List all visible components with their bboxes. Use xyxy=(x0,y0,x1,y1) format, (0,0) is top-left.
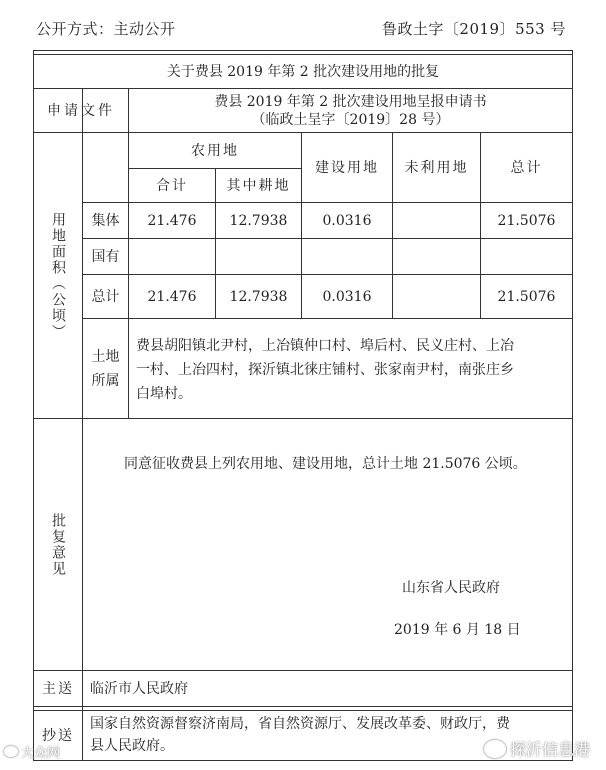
opinion-label: 批复意见 xyxy=(50,512,66,577)
collective-arable: 12.7938 xyxy=(229,212,288,229)
main-recipient-label: 主送 xyxy=(42,680,74,697)
collective-unused xyxy=(393,203,480,238)
grand-unused xyxy=(393,275,480,318)
application-line-2: （临政土呈字〔2019〕28 号） xyxy=(251,111,450,128)
state-arable xyxy=(216,239,301,274)
opinion-text: 同意征收费县上列农用地、建设用地，总计土地 21.5076 公顷。 xyxy=(124,456,527,472)
watermark-left-text: 大众网 xyxy=(21,746,61,761)
ownership-line-1: 费县胡阳镇北尹村，上冶镇仲口村、埠后村、民义庄村、上冶 xyxy=(136,338,514,354)
row-label-collective: 集体 xyxy=(91,212,120,229)
watermark-right xyxy=(484,737,590,760)
state-total xyxy=(481,239,572,274)
cc-label: 抄送 xyxy=(42,727,74,744)
cc-line-2: 县人民政府。 xyxy=(90,738,174,754)
watermark-right-text: 探沂信息港 xyxy=(510,740,591,759)
grand-arable: 12.7938 xyxy=(229,288,288,305)
cc-line-1: 国家自然资源督察济南局，省自然资源厅、发展改革委、财政厅，费 xyxy=(90,716,510,732)
issue-date: 2019 年 6 月 18 日 xyxy=(394,622,521,638)
header-construction: 建设用地 xyxy=(315,159,379,176)
application-line-1: 费县 2019 年第 2 批次建设用地呈报申请书 xyxy=(214,93,487,110)
header-subtotal: 合计 xyxy=(156,177,188,194)
grand-subtotal: 21.476 xyxy=(147,288,197,305)
state-unused xyxy=(393,239,480,274)
watermark-left xyxy=(4,742,60,761)
application-document xyxy=(129,89,572,132)
ownership-text xyxy=(136,334,570,406)
row-label-state: 国有 xyxy=(91,248,120,265)
wechat-icon xyxy=(484,740,506,758)
collective-construction: 0.0316 xyxy=(322,212,372,229)
header-farmland: 农用地 xyxy=(191,142,239,159)
issuer: 山东省人民政府 xyxy=(402,580,500,596)
weibo-icon xyxy=(4,746,18,757)
land-area-label: 用地面积（公顷） xyxy=(50,211,66,340)
ownership-label: 土地所属 xyxy=(91,348,120,389)
collective-subtotal: 21.476 xyxy=(147,212,197,229)
header-arable: 其中耕地 xyxy=(226,177,291,194)
disclosure-mode: 公开方式：主动公开 xyxy=(36,20,176,38)
grand-construction: 0.0316 xyxy=(322,288,372,305)
row-label-grand-total: 总计 xyxy=(91,288,120,305)
ownership-line-3: 白埠村。 xyxy=(136,386,192,402)
state-subtotal xyxy=(129,239,215,274)
header-total: 总计 xyxy=(510,159,543,176)
collective-total: 21.5076 xyxy=(497,212,556,229)
state-construction xyxy=(302,239,392,274)
grand-total: 21.5076 xyxy=(497,288,556,305)
application-label: 申请文件 xyxy=(47,102,115,119)
main-recipient: 临沂市人民政府 xyxy=(90,681,188,697)
document-number: 鲁政土字〔2019〕553 号 xyxy=(381,20,566,38)
ownership-line-2: 一村、上冶四村，探沂镇北徕庄铺村、张家南尹村，南张庄乡 xyxy=(136,362,514,378)
document-title: 关于费县 2019 年第 2 批次建设用地的批复 xyxy=(166,63,440,80)
header-unused: 未利用地 xyxy=(404,159,469,176)
